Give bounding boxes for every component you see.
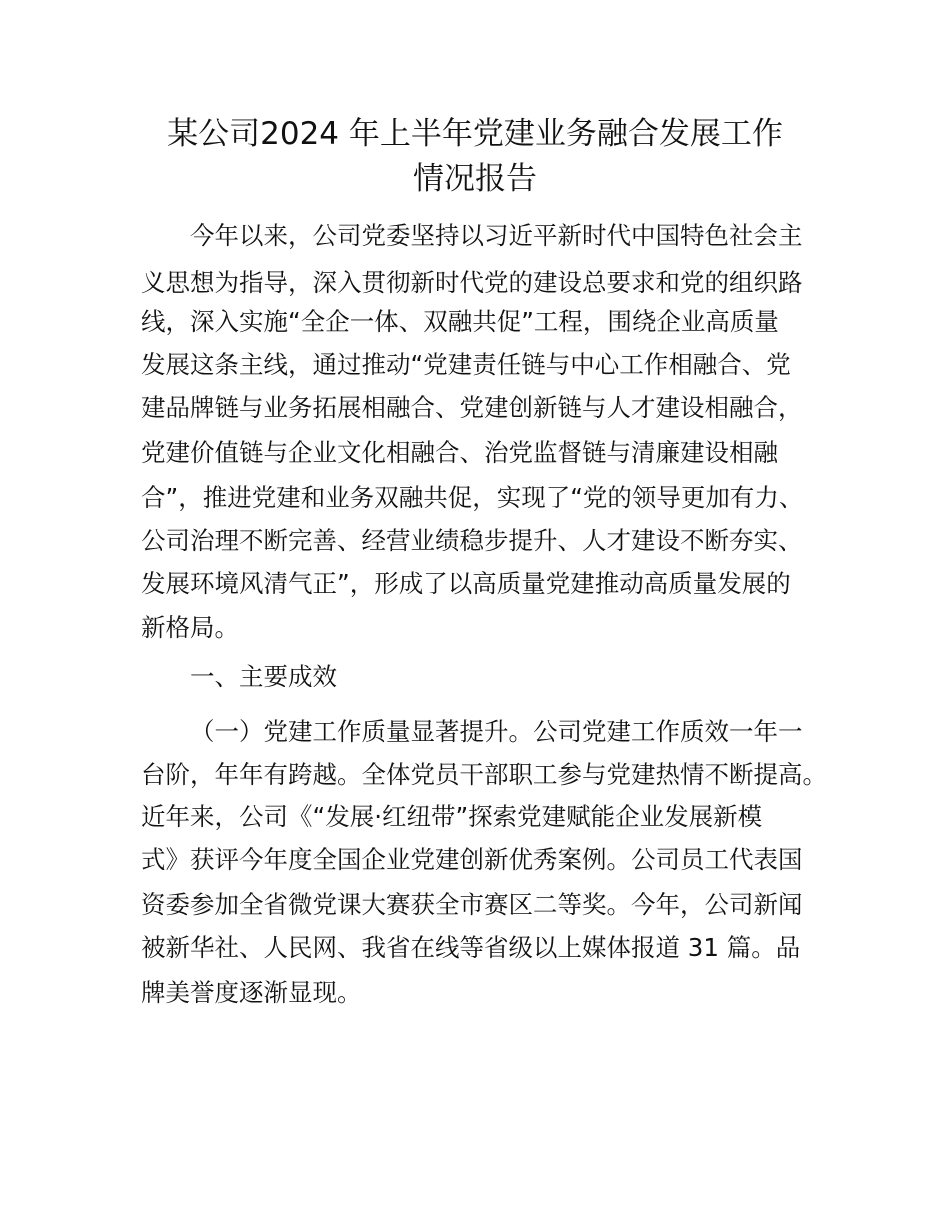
paragraph-1-line-6: 党建价值链与企业文化相融合、治党监督链与清廉建设相融: [141, 438, 778, 467]
paragraph-1-line-5: 建品牌链与业务拓展相融合、党建创新链与人才建设相融合，: [141, 393, 803, 422]
paragraph-1-line-1: 今年以来，公司党委坚持以习近平新时代中国特色社会主: [190, 221, 803, 250]
paragraph-2-line-4: 式》获评今年度全国企业党建创新优秀案例。公司员工代表国: [141, 845, 803, 874]
paragraph-1-line-4: 发展这条主线，通过推动“党建责任链与中心工作相融合、党: [141, 350, 791, 379]
paragraph-2-line-1: （一）党建工作质量显著提升。公司党建工作质效一年一: [190, 717, 803, 746]
paragraph-1-line-9: 发展环境风清气正”，形成了以高质量党建推动高质量发展的: [141, 569, 791, 598]
section-1-heading: 一、主要成效: [190, 662, 337, 691]
paragraph-2-line-2: 台阶，年年有跨越。全体党员干部职工参与党建热情不断提高。: [141, 760, 827, 789]
paragraph-1-line-3: 线，深入实施“全企一体、双融共促”工程，围绕企业高质量: [141, 307, 779, 336]
document-title-line-2: 情况报告: [413, 161, 537, 197]
paragraph-1-line-2: 义思想为指导，深入贯彻新时代党的建设总要求和党的组织路: [141, 268, 803, 297]
paragraph-2-line-7: 牌美誉度逐渐显现。: [141, 978, 362, 1007]
document-title-line-1: 某公司2024 年上半年党建业务融合发展工作: [167, 116, 783, 152]
paragraph-2-line-5: 资委参加全省微党课大赛获全市赛区二等奖。今年，公司新闻: [141, 890, 803, 919]
paragraph-2-line-3: 近年来，公司《“发展·红纽带”探索党建赋能企业发展新模: [141, 802, 763, 831]
paragraph-1-line-7: 合”，推进党建和业务双融共促，实现了“党的领导更加有力、: [141, 483, 804, 512]
paragraph-1-line-10: 新格局。: [141, 613, 239, 642]
paragraph-1-line-8: 公司治理不断完善、经营业绩稳步提升、人才建设不断夯实、: [141, 526, 803, 555]
paragraph-2-line-6: 被新华社、人民网、我省在线等省级以上媒体报道 31 篇。品: [141, 933, 801, 962]
